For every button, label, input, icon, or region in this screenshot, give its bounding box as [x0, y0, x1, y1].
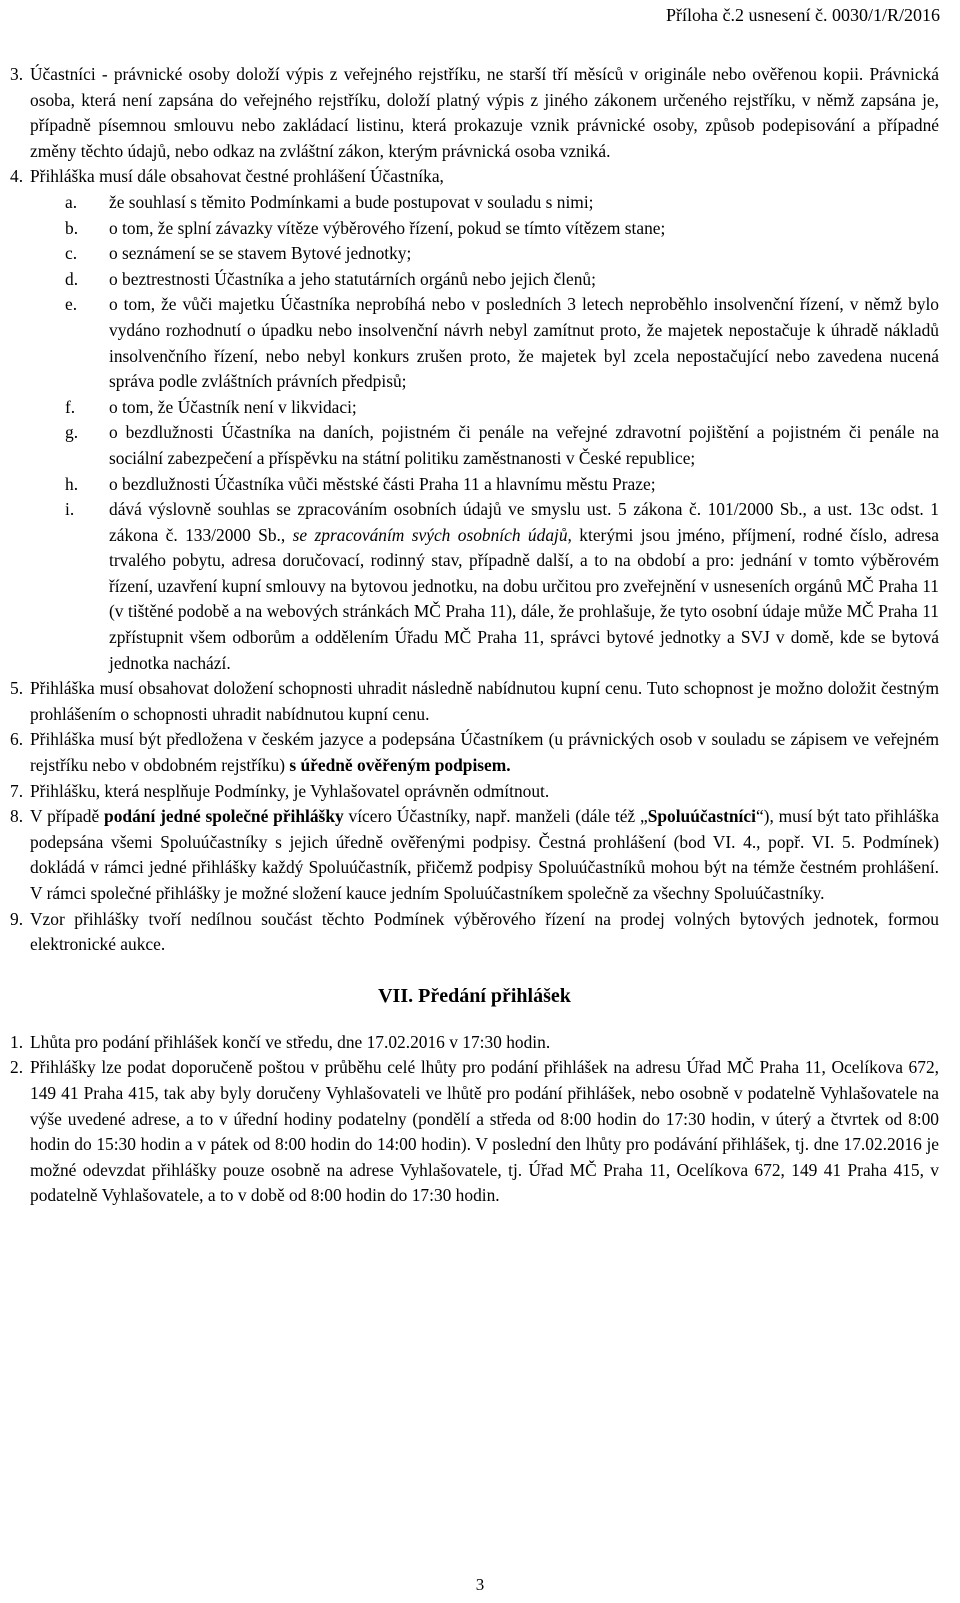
item-number: 9.: [10, 908, 24, 929]
item-text: “), musí být tato přihláška podepsána všemi Spoluúčastníky s jejich úředně ověřenými podpisy. Čestná prohlášení (bod VI. 4., popř. VI. 5. Podmínek) dokládá v rámci jedné přihlášky každý Spoluúčastník, přičemž podpisy Spoluúčastníků mohou být na témže čestném prohlášení. V rámci společné přihlášky je možné složení kauce jedním Spoluúčastníkem společně za všechny Spoluúčastníky.: [30, 806, 939, 903]
list-item: [10, 907, 939, 958]
sublist-letter: h.: [65, 473, 79, 494]
item-number: 5.: [10, 678, 24, 699]
list-item: [10, 779, 939, 805]
sublist-letter: d.: [65, 268, 79, 289]
sublist-text: o bezdlužnosti Účastníka vůči městské části Praha 11 a hlavnímu městu Praze;: [109, 473, 656, 494]
item-number: 8.: [10, 806, 24, 827]
sublist-text: kterými jsou jméno, příjmení, rodné číslo, adresa trvalého pobytu, adresa doručovací, rodinný stav, případně další, a to na období a pro: jednání v tomto výběrovém řízení, uzavření kupní smlouvy na bytovou jednotku, na dobu určitou pro zveřejnění v usneseních orgánů MČ Praha 11 (v tištěné podobě a na webových stránkách MČ Praha 11), dále, že prohlašuje, že tyto osobní údaje může MČ Praha 11 zpřístupnit všem odborům a oddělením Úřadu MČ Praha 11, správci bytové jednotky a SVJ v domě, kde se bytová jednotka nachází.: [109, 524, 939, 673]
sublist-item: [10, 497, 939, 676]
page-number: 3: [475, 1575, 485, 1594]
item-text: Přihláška musí dále obsahovat čestné prohlášení Účastníka,: [30, 166, 444, 187]
item-number: 6.: [10, 729, 24, 750]
item-text: Lhůta pro podání přihlášek končí ve středu, dne 17.02.2016 v 17:30 hodin.: [30, 1031, 551, 1052]
list-item: [10, 1055, 939, 1209]
item-number: 7.: [10, 780, 24, 801]
item-text: Přihlášky lze podat doporučeně poštou v průběhu celé lhůty pro podání přihlášek na adresu Úřad MČ Praha 11, Ocelíkova 672, 149 41 Praha 415, tak aby byly doručeny Vyhlašovateli ve lhůtě pro podání přihlášek, nebo osobně v podatelně Vyhlašovatele na výše uvedené adrese, a to v úřední hodiny podatelny (pondělí a středa od 8:00 hodin do 17:30 hodin, v úterý a čtvrtek od 8:00 hodin do 15:30 hodin a v pátek od 8:00 hodin do 14:00 hodin). V poslední den lhůty pro podávání přihlášek, tj. dne 17.02.2016 je možné odevzdat přihlášky pouze osobně na adrese Vyhlašovatele, tj. Úřad MČ Praha 11, Ocelíkova 672, 149 41 Praha 415, v podatelně Vyhlašovatele, a to v době od 8:00 hodin do 17:30 hodin.: [30, 1057, 939, 1206]
sublist-letter: c.: [65, 243, 78, 264]
sublist-text-italic: se zpracováním svých osobních údajů,: [285, 524, 572, 545]
sublist-item: [10, 472, 939, 498]
list-item: [10, 164, 939, 190]
list-item: [10, 727, 939, 778]
list-item: [10, 804, 939, 906]
item-text: Vzor přihlášky tvoří nedílnou součást těchto Podmínek výběrového řízení na prodej volných bytových jednotek, formou elektronické aukce.: [30, 908, 939, 955]
item-text-bold: podání jedné společné přihlášky: [104, 806, 344, 827]
sublist-item: [10, 420, 939, 471]
sublist-text: o tom, že vůči majetku Účastníka neprobíhá nebo v posledních 3 letech neproběhlo insolvenční řízení, v němž bylo vydáno rozhodnutí o úpadku nebo insolvenční návrh nebyl zamítnut proto, že majetek nepostačuje k úhradě nákladů insolvenčního řízení, nebo nebyl konkurs zrušen proto, že majetek byl zcela nepostačující nebo zavedena nucená správa podle zvláštních právních předpisů;: [109, 294, 939, 392]
sublist-letter: e.: [65, 294, 78, 315]
page-header: Příloha č.2 usnesení č. 0030/1/R/2016: [666, 5, 940, 25]
section-heading: VII. Předání přihlášek: [378, 984, 571, 1007]
sublist-letter: i.: [65, 499, 75, 520]
item-text: V případě: [30, 806, 105, 827]
sublist-text: o bezdlužnosti Účastníka na daních, pojistném či penále na veřejné zdravotní pojištění a pojistném či penále na sociální zabezpečení a příspěvku na státní politiku zaměstnanosti v České republice;: [109, 422, 939, 468]
item-number: 1.: [10, 1031, 24, 1052]
list-item: [10, 676, 939, 727]
list-item: [10, 62, 939, 164]
item-text: Přihlášku, která nesplňuje Podmínky, je Vyhlašovatel oprávněn odmítnout.: [30, 780, 550, 801]
sublist-letter: g.: [65, 422, 79, 443]
item-text: Přihláška musí být předložena v českém jazyce a podepsána Účastníkem (u právnických osob v souladu se zápisem ve veřejném rejstříku nebo v obdobném rejstříku): [30, 729, 939, 776]
item-text: Přihláška musí obsahovat doložení schopnosti uhradit následně nabídnutou kupní cenu. Tuto schopnost je možno doložit čestným prohlášením o schopnosti uhradit nabídnutou kupní cenu.: [30, 678, 939, 724]
item-number: 4.: [10, 166, 24, 187]
sublist: [10, 190, 939, 676]
item-text-bold: s úředně ověřeným podpisem.: [285, 755, 511, 776]
sublist-item: [10, 241, 939, 267]
sublist-text: dává výslovně souhlas se zpracováním osobních údajů ve smyslu ust. 5 zákona č. 101/2000 Sb., a ust. 13c odst. 1 zákona č. 133/2000 Sb.,: [109, 499, 939, 545]
sublist-text: o tom, že Účastník není v likvidaci;: [109, 396, 357, 417]
sublist-letter: f.: [65, 396, 76, 417]
sublist-letter: a.: [65, 191, 78, 212]
sublist-text: o beztrestnosti Účastníka a jeho statutárních orgánů nebo jejich členů;: [109, 268, 596, 289]
sublist-item: [10, 190, 939, 216]
item-number: 2.: [10, 1057, 24, 1078]
sublist-letter: b.: [65, 217, 79, 238]
sublist-item: [10, 267, 939, 293]
sublist-text: že souhlasí s těmito Podmínkami a bude postupovat v souladu s nimi;: [109, 191, 594, 212]
list-item: [10, 1030, 939, 1056]
item-text-bold: Spoluúčastníci: [647, 806, 756, 827]
sublist-item: [10, 216, 939, 242]
sublist-text: o tom, že splní závazky vítěze výběrového řízení, pokud se tímto vítězem stane;: [109, 217, 666, 238]
item-number: 3.: [10, 64, 24, 84]
document-body: [10, 62, 939, 1209]
item-text: vícero Účastníky, např. manželi (dále též „: [343, 806, 648, 827]
sublist-item: [10, 395, 939, 421]
sublist-text: o seznámení se se stavem Bytové jednotky;: [109, 243, 412, 264]
sublist-item: [10, 292, 939, 394]
item-text: Účastníci - právnické osoby doloží výpis z veřejného rejstříku, ne starší tří měsíců v originále nebo ověřenou kopii. Právnická osoba, která není zapsána do veřejného rejstříku, doloží platný výpis z jiného zákonem určeného rejstříku, v němž zapsána je, případně písemnou smlouvu nebo zakládací listinu, která prokazuje vznik právnické osoby, způsob podepisování a případné změny těchto údajů, nebo odkaz na zvláštní zákon, kterým právnická osoba vzniká.: [30, 64, 939, 161]
